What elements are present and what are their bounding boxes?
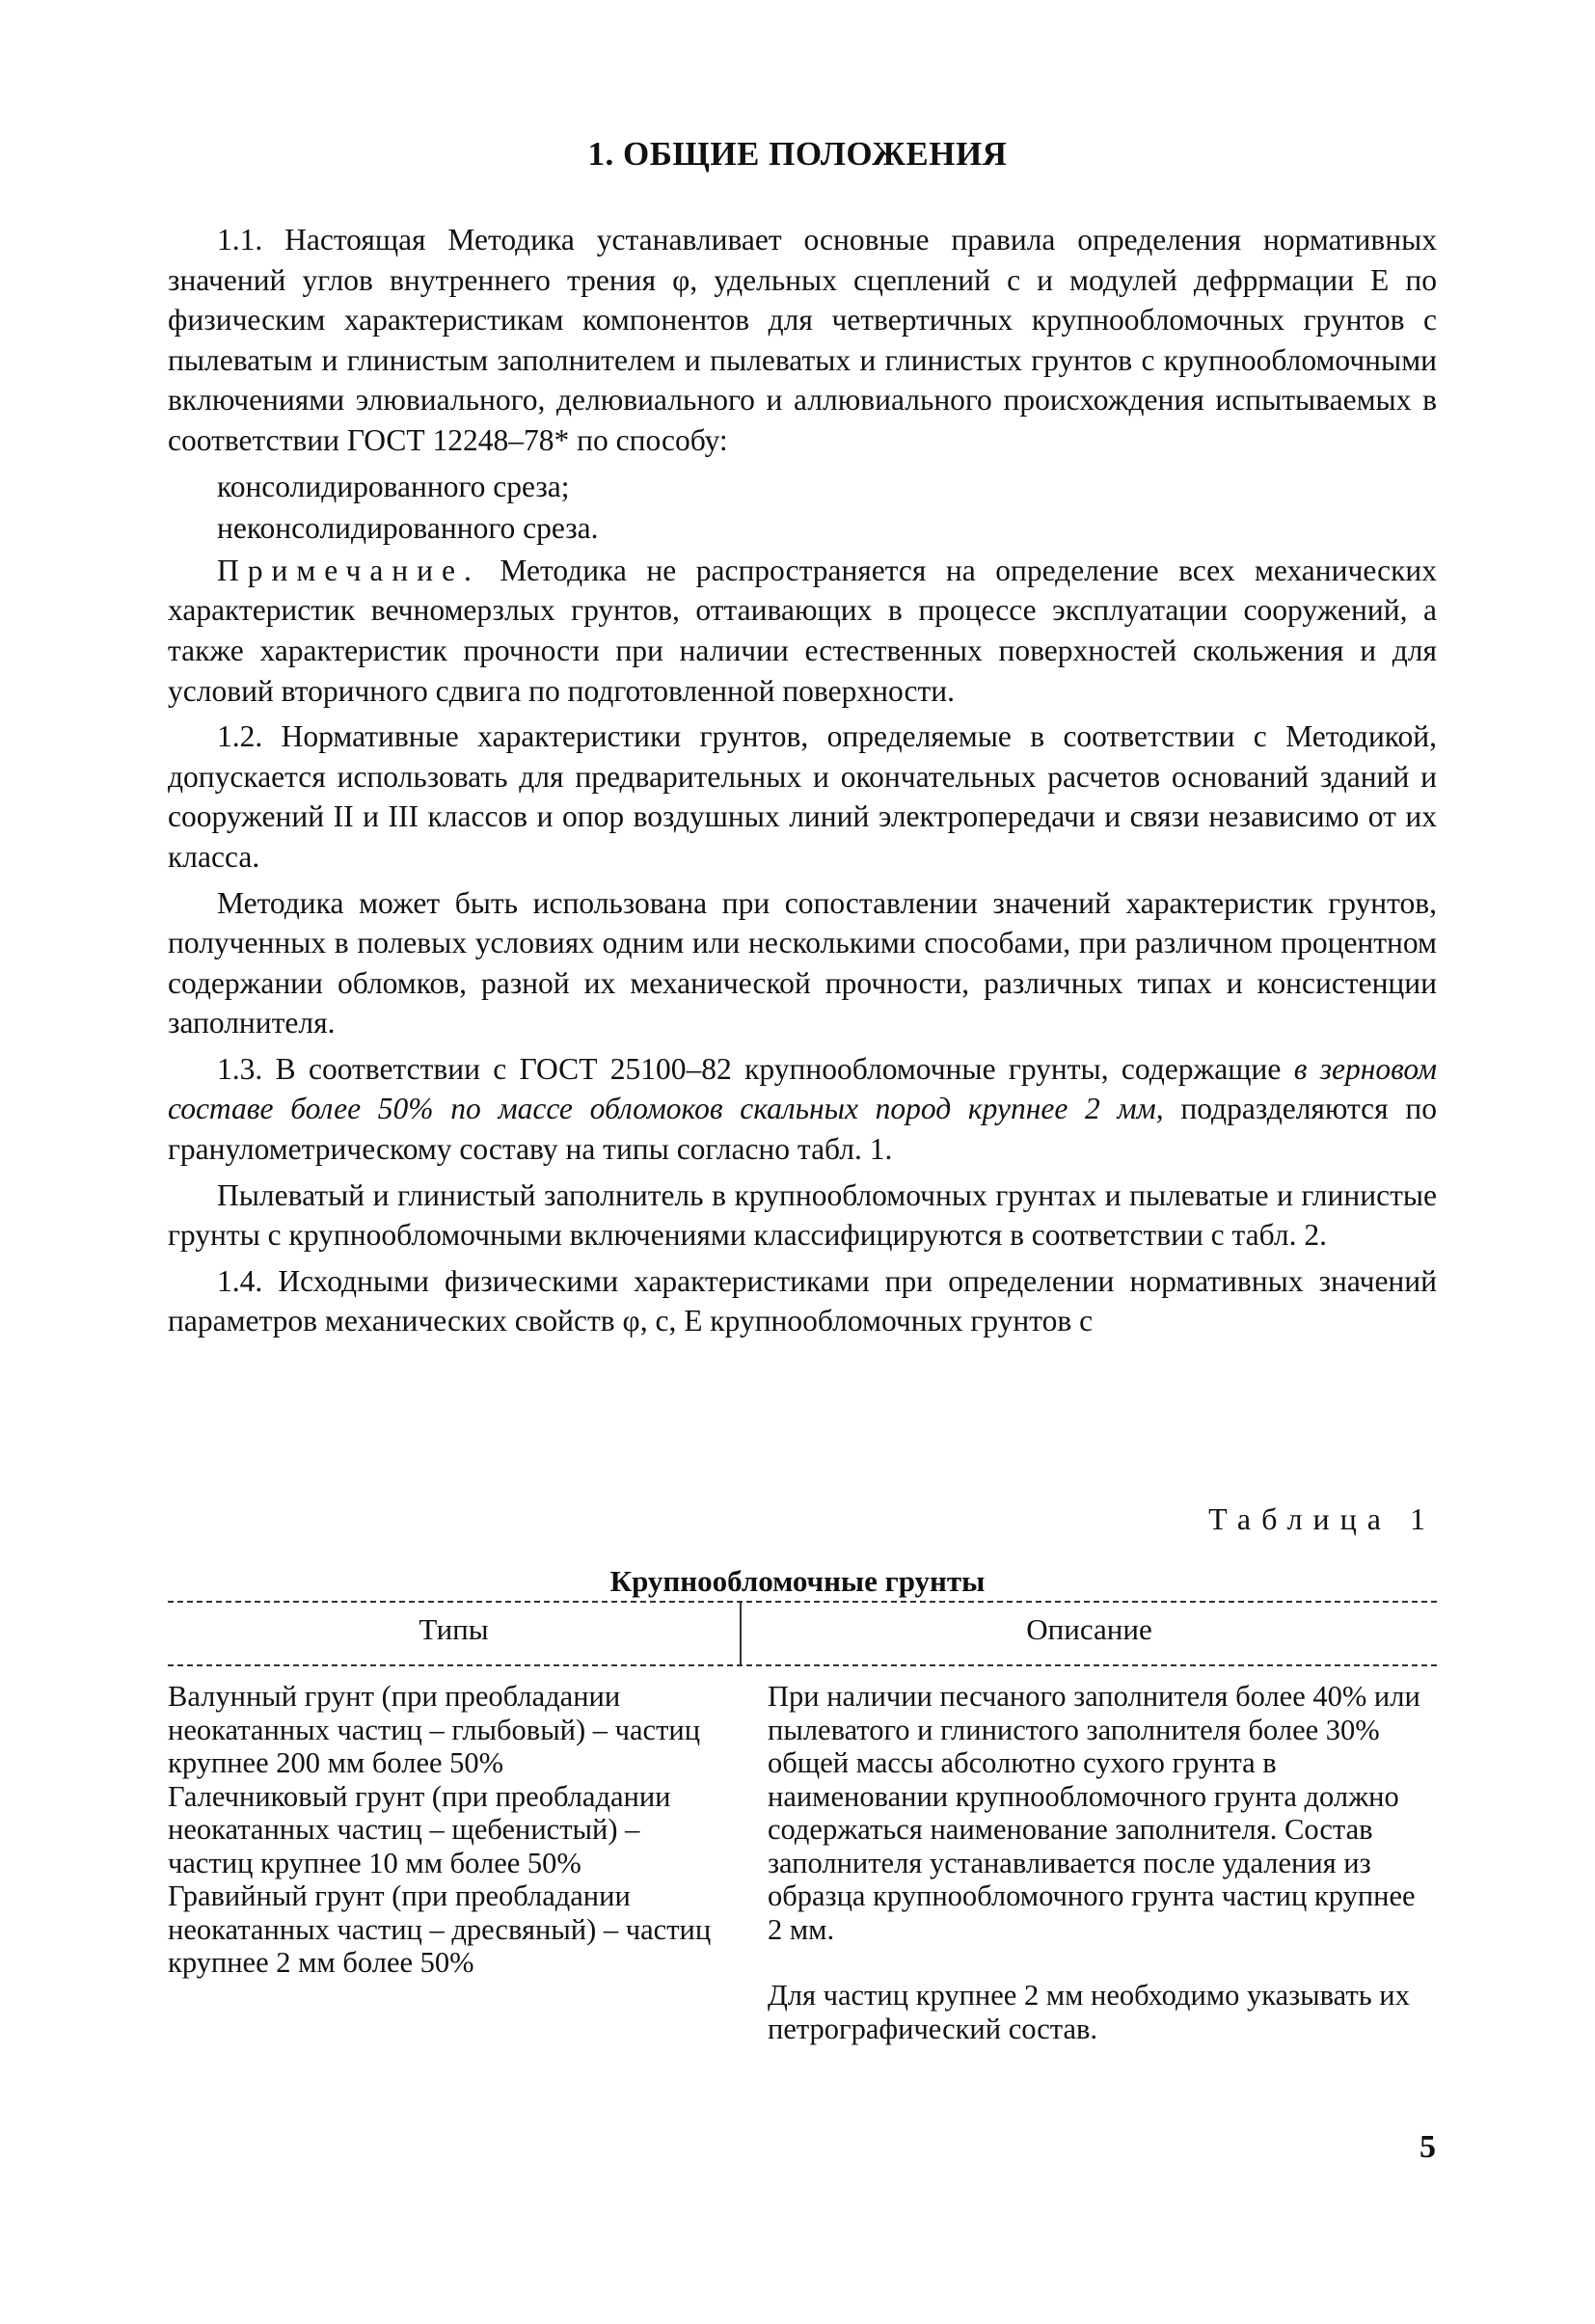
table-header-types: Типы bbox=[419, 1612, 489, 1646]
table-label: Таблица 1 bbox=[1208, 1501, 1436, 1536]
table-cell-description bbox=[768, 1680, 1423, 2045]
list-item: неконсолидированного среза. bbox=[217, 511, 599, 546]
soil-type-item: Галечниковый грунт (при преобладании неокатанных частиц – щебенистый) – частиц крупнее 10 мм более 50% bbox=[168, 1779, 671, 1879]
note-text: Методика не распространяется на определение всех механических характеристик вечномерзлых грунтов, оттаивающих в процессе эксплуатации сооружений, а также характеристик прочности при наличии естественных поверхностей скольжения и для условий вторичного сдвига по подготовленной поверхности. bbox=[168, 553, 1438, 708]
section-heading: 1. ОБЩИЕ ПОЛОЖЕНИЯ bbox=[587, 135, 1008, 173]
paragraph-1-4 bbox=[168, 1261, 1437, 1341]
paragraph-1-3 bbox=[168, 1049, 1437, 1170]
paragraph-text: Нормативные характеристики грунтов, определяемые в соответствии с Методикой, допускается использовать для предварительных и окончательных расчетов оснований зданий и сооружений II и III классов и опор воздушных линий электропередачи и связи независимо от их класса. bbox=[168, 719, 1437, 874]
table-header-description: Описание bbox=[1026, 1612, 1152, 1646]
description-paragraph: Для частиц крупнее 2 мм необходимо указывать их петрографический состав. bbox=[768, 1979, 1410, 2045]
paragraph-text: Настоящая Методика устанавливает основные правила определения нормативных значений углов внутреннего трения φ, удельных сцеплений с и модулей дефррмации Е по физическим характеристикам компонентов для четвертичных крупнообломочных грунтов с пылеватым и глинистым заполнителем и пылеватых и глинистых грунтов с крупнообломочными включениями элювиального, делювиального и аллювиального происхождения испытываемых в соответствии ГОСТ 12248–78* по способу: bbox=[168, 223, 1438, 457]
soil-type-item: Валунный грунт (при преобладании неокатанных частиц – глыбовый) – частиц крупнее 200 мм более 50% bbox=[168, 1680, 701, 1779]
table-header-rule bbox=[168, 1664, 1437, 1666]
clause-number: 1.3. bbox=[217, 1051, 263, 1086]
paragraph-text: В соответствии с ГОСТ 25100–82 крупнообломочные грунты, содержащие bbox=[275, 1051, 1282, 1086]
clause-number: 1.4. bbox=[217, 1263, 263, 1298]
clause-number: 1.1. bbox=[217, 223, 263, 257]
table-top-rule bbox=[168, 1601, 1437, 1603]
paragraph-text-italic: в зерновом составе более 50% по массе обломоков скальных пород крупнее 2 мм, bbox=[168, 1051, 1438, 1126]
paragraph-1-2 bbox=[168, 716, 1437, 877]
page-number: 5 bbox=[1419, 2129, 1436, 2165]
paragraph-text: подразделяются по гранулометрическому составу на типы согласно табл. 1. bbox=[168, 1092, 1437, 1167]
paragraph-1-1 bbox=[168, 220, 1437, 461]
paragraph-filler: Пылеватый и глинистый заполнитель в крупнообломочных грунтах и пылеватые и глинистые грунты с крупнообломочными включениями классифицируются в соответствии с табл. 2. bbox=[168, 1177, 1437, 1253]
paragraph-methodology: Методика может быть использована при сопоставлении значений характеристик грунтов, полученных в полевых условиях одним или несколькими способами, при различном процентном содержании обломков, разной их механической прочности, различных типах и консистенции заполнителя. bbox=[168, 885, 1437, 1040]
body-text bbox=[168, 220, 1437, 1347]
note-paragraph bbox=[168, 551, 1437, 711]
description-paragraph: При наличии песчаного заполнителя более 40% или пылеватого и глинистого заполнителя более 30% общей массы абсолютно сухого грунта в наименовании крупнообломочного грунта должно содержаться наименование заполнителя. Состав заполнителя устанавливается после удаления из образца крупнообломочного грунта частиц крупнее 2 мм. bbox=[768, 1680, 1420, 1946]
table-cell-types bbox=[168, 1680, 732, 1980]
clause-number: 1.2. bbox=[217, 719, 263, 754]
soil-type-item: Гравийный грунт (при преобладании неокатанных частиц – дресвяный) – частиц крупнее 2 мм более 50% bbox=[168, 1879, 712, 1979]
table-title: Крупнообломочные грунты bbox=[609, 1564, 986, 1598]
paragraph-text: Исходными физическими характеристиками при определении нормативных значений параметров механических свойств φ, с, Е крупнообломочных грунтов с bbox=[168, 1263, 1437, 1338]
note-label: Примечание. bbox=[217, 553, 480, 587]
list-item: консолидированного среза; bbox=[217, 469, 570, 503]
